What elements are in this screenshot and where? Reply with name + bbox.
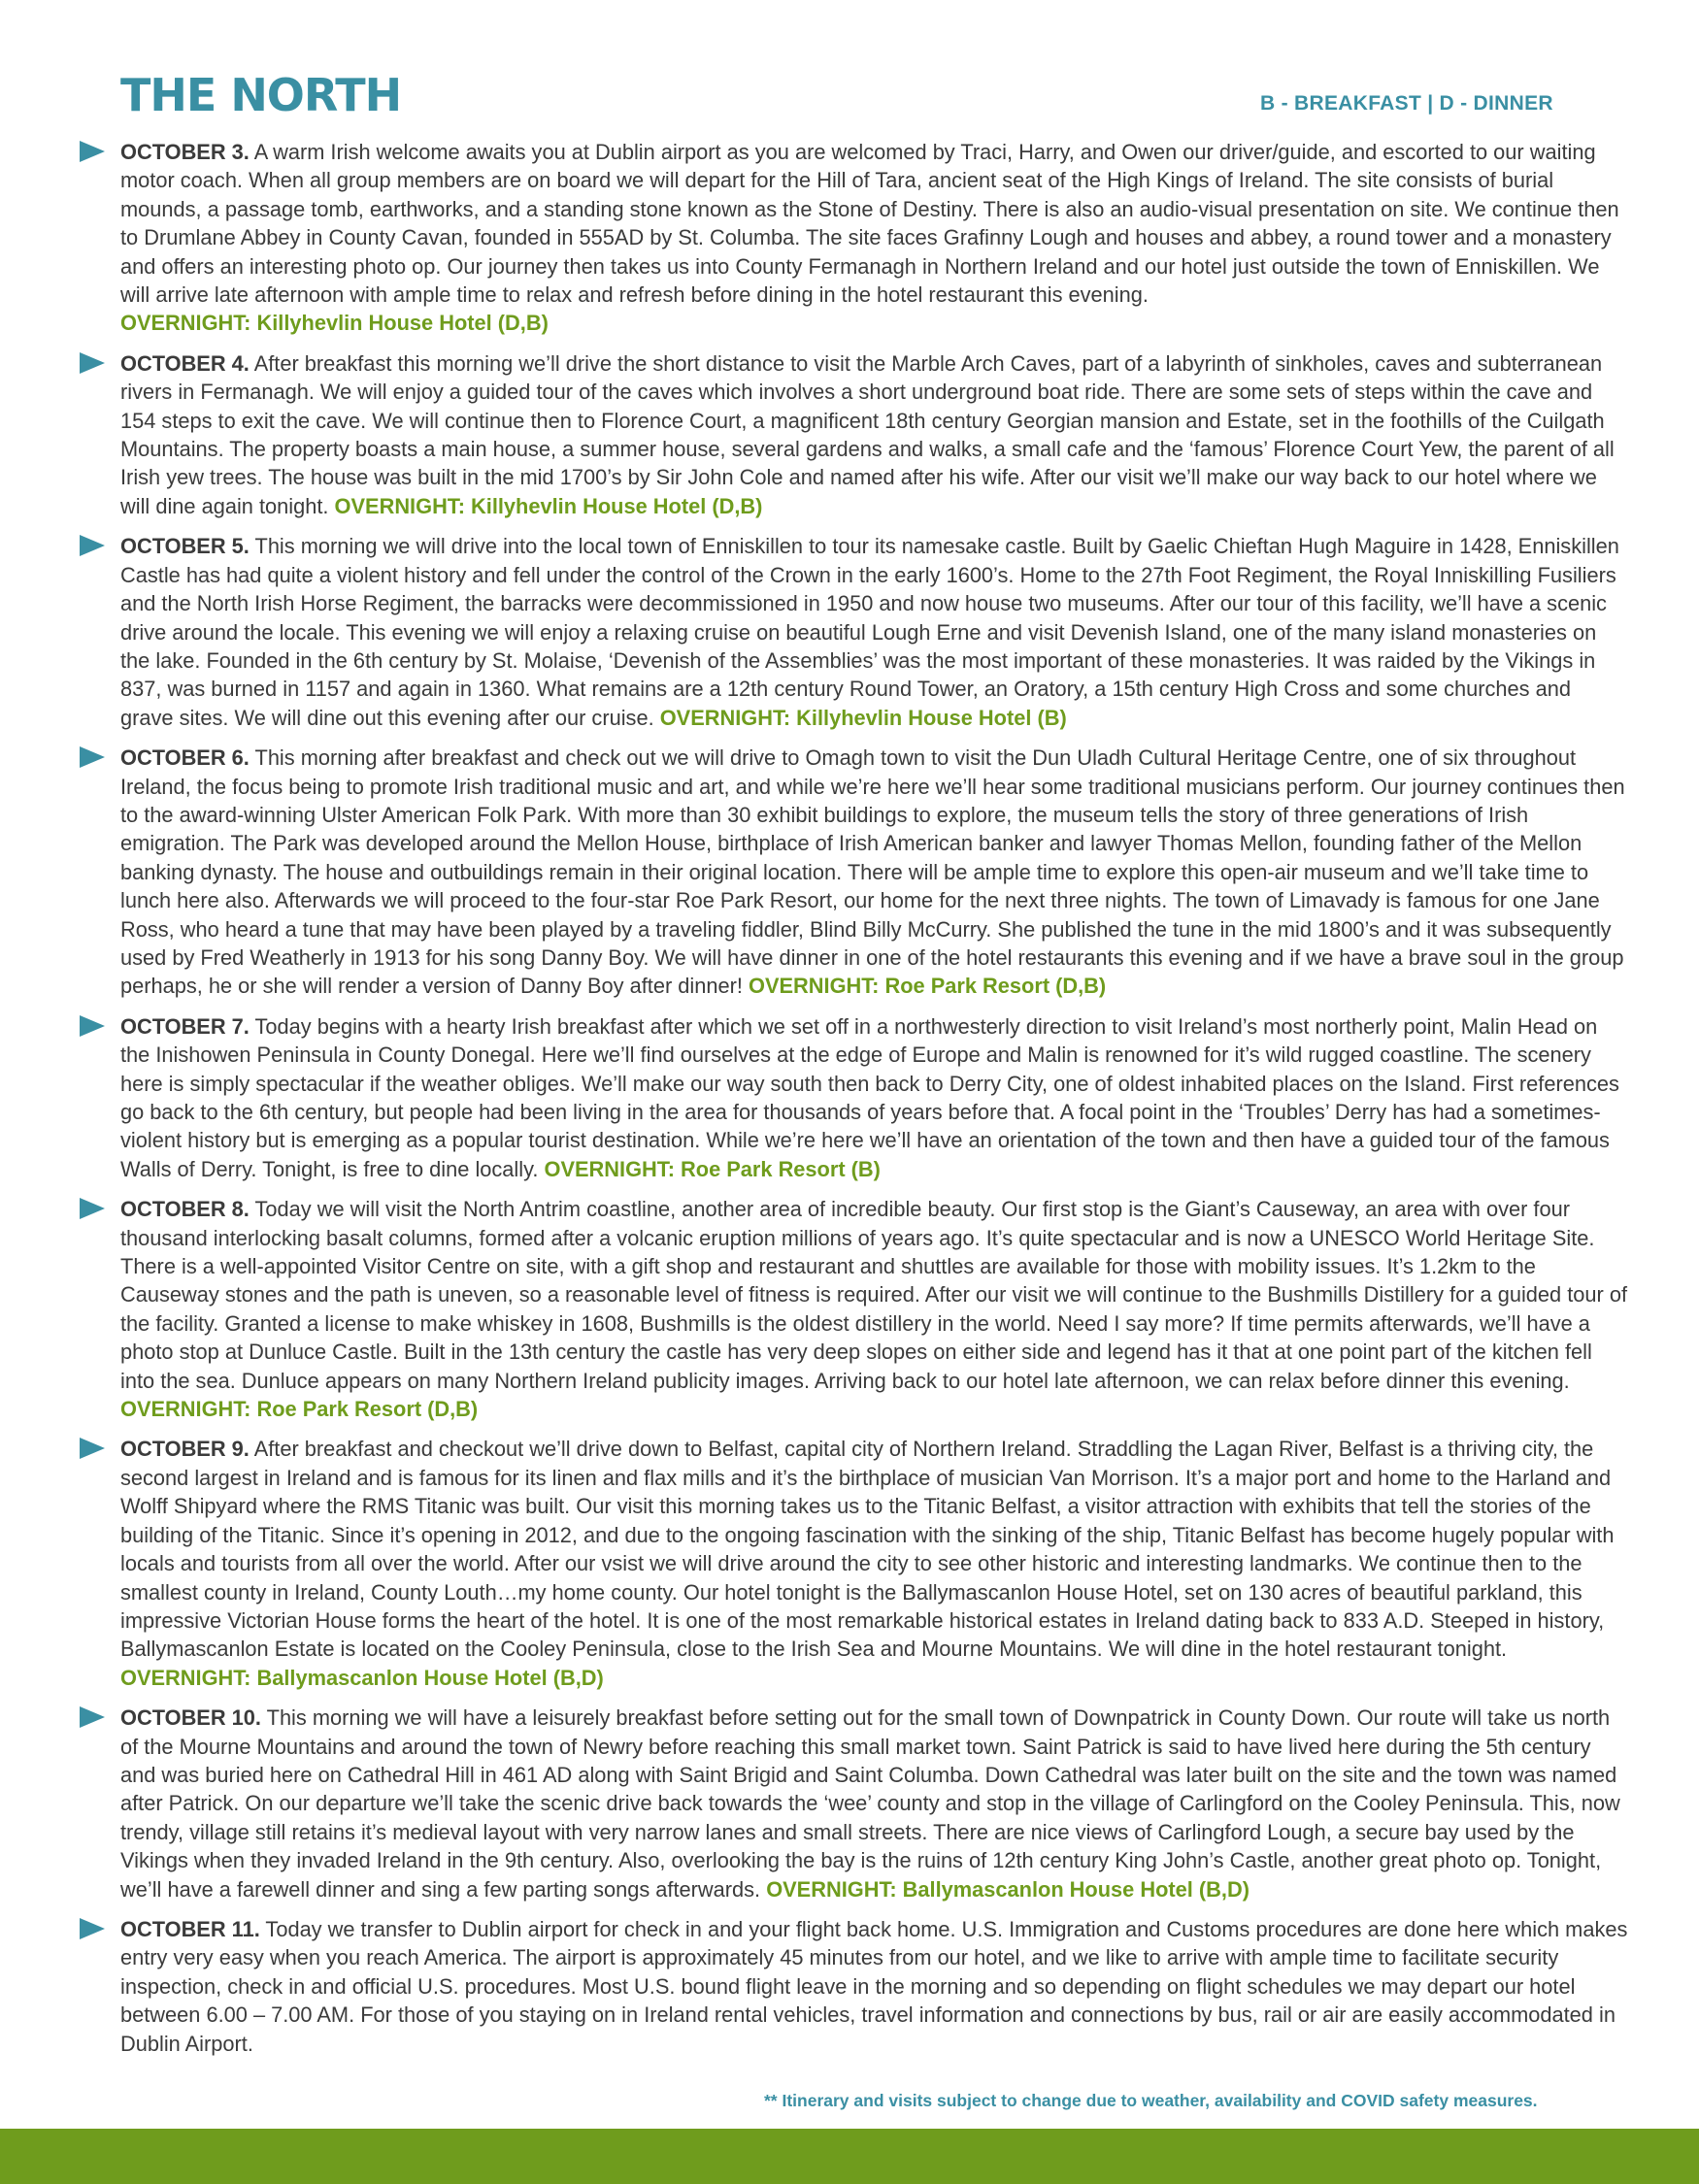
itinerary-entry bbox=[80, 1915, 1628, 2058]
entry-day: OCTOBER 9. bbox=[120, 1437, 250, 1462]
itinerary-entry bbox=[80, 1435, 1628, 1692]
entry-day: OCTOBER 11. bbox=[120, 1916, 260, 1941]
entry-text-block bbox=[120, 1195, 1628, 1423]
disclaimer-note: ** Itinerary and visits subject to change due to weather, availability and COVID safety measures. bbox=[764, 2091, 1538, 2110]
entry-description: Today we will visit the North Antrim coastline, another area of incredible beauty. Our first stop is the Giant’s Causeway, an area with over four thousand interlocking basalt columns, formed after a volcanic eruption millions of years ago. It’s quite spectacular and is now a UNESCO World Heritage Site. There is a well-appointed Visitor Centre on site, with a gift shop and restaurant and shuttles are available for those with mobility issues. It’s 1.2km to the Causeway stones and the path is uneven, so a reasonable level of fitness is required. After our visit we will continue to the Bushmills Distillery for a guided tour of the facility. Granted a license to make whiskey in 1608, Bushmills is the oldest distillery in the world. Need I say more? If time permits afterwards, we’ll have a photo stop at Dunluce Castle. Built in the 13th century the castle has very deep slopes on either side and legend has it that at one point part of the kitchen fell into the sea. Dunluce appears on many Northern Ireland publicity images. Arriving back to our hotel late afternoon, we can relax before dinner this evening. bbox=[120, 1197, 1628, 1393]
arrow-bullet-icon bbox=[80, 1706, 105, 1728]
itinerary-list bbox=[80, 138, 1628, 2069]
arrow-bullet-icon bbox=[80, 352, 105, 374]
arrow-bullet-icon bbox=[80, 1438, 105, 1459]
entry-overnight: OVERNIGHT: Roe Park Resort (D,B) bbox=[749, 974, 1107, 999]
itinerary-entry bbox=[80, 349, 1628, 520]
arrow-bullet-icon bbox=[80, 1198, 105, 1219]
entry-text-block bbox=[120, 1915, 1628, 2058]
arrow-bullet-icon bbox=[80, 746, 105, 768]
entry-description: Today begins with a hearty Irish breakfast after which we set off in a northwesterly direction to visit Ireland’s most northerly point, Malin Head on the Inishowen Peninsula in County Donegal. Here we’ll find ourselves at the edge of Europe and Malin is renowned for it’s wild rugged coastline. The scenery here is simply spectacular if the weather obliges. We’ll make our way south then back to Derry City, one of oldest inhabited places on the Island. First references go back to the 6th century, but people had been living in the area for thousands of years before that. A focal point in the ‘Troubles’ Derry has had a sometimes-violent history but is emerging as a popular tourist destination. While we’re here we’ll have an orientation of the town and then have a guided tour of the famous Walls of Derry. Tonight, is free to dine locally. bbox=[120, 1013, 1619, 1181]
entry-text-block bbox=[120, 349, 1628, 520]
entry-text-block bbox=[120, 138, 1628, 338]
entry-overnight: OVERNIGHT: Killyhevlin House Hotel (B) bbox=[659, 705, 1067, 730]
entry-day: OCTOBER 8. bbox=[120, 1197, 250, 1222]
itinerary-entry bbox=[80, 1012, 1628, 1183]
entry-overnight: OVERNIGHT: Roe Park Resort (B) bbox=[544, 1156, 881, 1181]
entry-overnight: OVERNIGHT: Killyhevlin House Hotel (D,B) bbox=[334, 493, 763, 518]
footer-bar bbox=[0, 2129, 1699, 2184]
itinerary-entry bbox=[80, 138, 1628, 338]
entry-overnight: OVERNIGHT: Ballymascanlon House Hotel (B,D) bbox=[766, 1876, 1249, 1902]
entry-day: OCTOBER 6. bbox=[120, 745, 250, 771]
entry-day: OCTOBER 5. bbox=[120, 534, 250, 559]
entry-description: Today we transfer to Dublin airport for check in and your flight back home. U.S. Immigration and Customs procedures are done here which makes entry very easy when you reach America. The airport is approximately 45 minutes from our hotel, and we like to arrive with ample time to facilitate security inspection, check in and official U.S. procedures. Most U.S. bound flight leave in the morning and so depending on flight schedules we may depart our hotel between 6.00 – 7.00 AM. For those of you staying on in Ireland rental vehicles, travel information and connections by bus, rail or air are easily accommodated in Dublin Airport. bbox=[120, 1916, 1628, 2056]
entry-day: OCTOBER 4. bbox=[120, 350, 250, 376]
entry-overnight: OVERNIGHT: Ballymascanlon House Hotel (B,D) bbox=[120, 1665, 604, 1690]
itinerary-entry bbox=[80, 532, 1628, 732]
entry-day: OCTOBER 7. bbox=[120, 1013, 250, 1039]
entry-text-block bbox=[120, 1704, 1628, 1903]
entry-description: This morning after breakfast and check out we will drive to Omagh town to visit the Dun Uladh Cultural Heritage Centre, one of six throughout Ireland, the focus being to promote Irish traditional music and art, and while we’re here we’ll hear some traditional musicians perform. Our journey continues then to the award-winning Ulster American Folk Park. With more than 30 exhibit buildings to explore, the museum tells the story of three generations of Irish emigration. The Park was developed around the Mellon House, birthplace of Irish American banker and lawyer Thomas Mellon, founding father of the Mellon banking dynasty. The house and outbuildings remain in their original location. There will be ample time to explore this open-air museum and we’ll take time to lunch here also. Afterwards we will proceed to the four-star Roe Park Resort, our home for the next three nights. The town of Limavady is famous for one Jane Ross, who heard a tune that may have been played by a traveling fiddler, Blind Billy McCurry. She published the tune in the mid 1800’s and it was subsequently used by Fred Weatherly in 1913 for his song Danny Boy. We will have dinner in one of the hotel restaurants this evening and if we have a brave soul in the group perhaps, he or she will render a version of Danny Boy after dinner! bbox=[120, 745, 1625, 999]
entry-description: After breakfast this morning we’ll drive the short distance to visit the Marble Arch Caves, part of a labyrinth of sinkholes, caves and subterranean rivers in Fermanagh. We will enjoy a guided tour of the caves which involves a short underground boat ride. There are some sets of steps within the cave and 154 steps to exit the cave. We will continue then to Florence Court, a magnificent 18th century Georgian mansion and Estate, set in the foothills of the Cuilgath Mountains. The property boasts a main house, a summer house, several gardens and walks, a small cafe and the ‘famous’ Florence Court Yew, the parent of all Irish yew trees. The house was built in the mid 1700’s by Sir John Cole and named after his wife. After our visit we’ll make our way back to our hotel where we will dine again tonight. bbox=[120, 350, 1615, 518]
arrow-bullet-icon bbox=[80, 141, 105, 162]
entry-text-block bbox=[120, 1012, 1628, 1183]
entry-description: After breakfast and checkout we’ll drive down to Belfast, capital city of Northern Ireland. Straddling the Lagan River, Belfast is a thriving city, the second largest in Ireland and is famous for its linen and flax mills and it’s the birthplace of musician Van Morrison. It’s a major port and home to the Harland and Wolff Shipyard where the RMS Titanic was built. Our visit this morning takes us to the Titanic Belfast, a visitor attraction with exhibits that tell the stories of the building of the Titanic. Since it’s opening in 2012, and due to the ongoing fascination with the sinking of the ship, Titanic Belfast has become hugely popular with locals and tourists from all over the world. After our vsist we will drive around the city to see other historic and interesting landmarks. We continue then to the smallest county in Ireland, County Louth…my home county. Our hotel tonight is the Ballymascanlon House Hotel, set on 130 acres of beautiful parkland, this impressive Victorian House forms the heart of the hotel. It is one of the most remarkable historical estates in Ireland dating back to 833 A.D. Steeped in history, Ballymascanlon Estate is located on the Cooley Peninsula, close to the Irish Sea and Mourne Mountains. We will dine in the hotel restaurant tonight. bbox=[120, 1437, 1615, 1662]
page-title: THE NORTH bbox=[120, 69, 402, 121]
entry-overnight: OVERNIGHT: Roe Park Resort (D,B) bbox=[120, 1397, 479, 1422]
entry-description: A warm Irish welcome awaits you at Dublin airport as you are welcomed by Traci, Harry, and Owen our driver/guide, and escorted to our waiting motor coach. When all group members are on board we will depart for the Hill of Tara, ancient seat of the High Kings of Ireland. The site consists of burial mounds, a passage tomb, earthworks, and a standing stone known as the Stone of Destiny. There is also an audio-visual presentation on site. We continue then to Drumlane Abbey in County Cavan, founded in 555AD by St. Columba. The site faces Grafinny Lough and houses and abbey, a round tower and a monastery and offers an interesting photo op. Our journey then takes us into County Fermanagh in Northern Ireland and our hotel just outside the town of Enniskillen. We will arrive late afternoon with ample time to relax and refresh before dining in the hotel restaurant this evening. bbox=[120, 140, 1619, 308]
entry-text-block bbox=[120, 532, 1628, 732]
meal-legend: B - BREAKFAST | D - DINNER bbox=[1260, 92, 1553, 115]
entry-day: OCTOBER 10. bbox=[120, 1705, 261, 1731]
entry-description: This morning we will have a leisurely breakfast before setting out for the small town of Downpatrick in County Down. Our route will take us north of the Mourne Mountains and around the town of Newry before reaching this small market town. Saint Patrick is said to have lived here during the 5th century and was buried here on Cathedral Hill in 461 AD along with Saint Brigid and Saint Columba. Down Cathedral was later built on the site and the town was named after Patrick. On our departure we’ll take the scenic drive back towards the ‘wee’ county and stop in the village of Carlingford on the Cooley Peninsula. This, now trendy, village still retains it’s medieval layout with very narrow lanes and small streets. There are nice views of Carlingford Lough, a secure bay used by the Vikings when they invaded Ireland in the 9th century. Also, overlooking the bay is the ruins of 12th century King John’s Castle, another great photo op. Tonight, we’ll have a farewell dinner and sing a few parting songs afterwards. bbox=[120, 1705, 1620, 1902]
entry-day: OCTOBER 3. bbox=[120, 140, 250, 164]
entry-overnight: OVERNIGHT: Killyhevlin House Hotel (D,B) bbox=[120, 311, 549, 336]
arrow-bullet-icon bbox=[80, 535, 105, 556]
entry-description: This morning we will drive into the local town of Enniskillen to tour its namesake castle. Built by Gaelic Chieftan Hugh Maguire in 1428, Enniskillen Castle has had quite a violent history and fell under the control of the Crown in the early 1600’s. Home to the 27th Foot Regiment, the Royal Inniskilling Fusiliers and the North Irish Horse Regiment, the barracks were decommissioned in 1950 and now house two museums. After our tour of this facility, we’ll have a scenic drive around the locale. This evening we will enjoy a relaxing cruise on beautiful Lough Erne and visit Devenish Island, one of the many island monasteries on the lake. Founded in the 6th century by St. Molaise, ‘Devenish of the Assemblies’ was the most important of these monasteries. It was raided by the Vikings in 837, was burned in 1157 and again in 1360. What remains are a 12th century Round Tower, an Oratory, a 15th century High Cross and some churches and grave sites. We will dine out this evening after our cruise. bbox=[120, 534, 1619, 730]
itinerary-entry bbox=[80, 744, 1628, 1001]
itinerary-entry bbox=[80, 1704, 1628, 1903]
entry-text-block bbox=[120, 744, 1628, 1001]
itinerary-entry bbox=[80, 1195, 1628, 1423]
entry-text-block bbox=[120, 1435, 1628, 1692]
arrow-bullet-icon bbox=[80, 1015, 105, 1037]
arrow-bullet-icon bbox=[80, 1918, 105, 1939]
